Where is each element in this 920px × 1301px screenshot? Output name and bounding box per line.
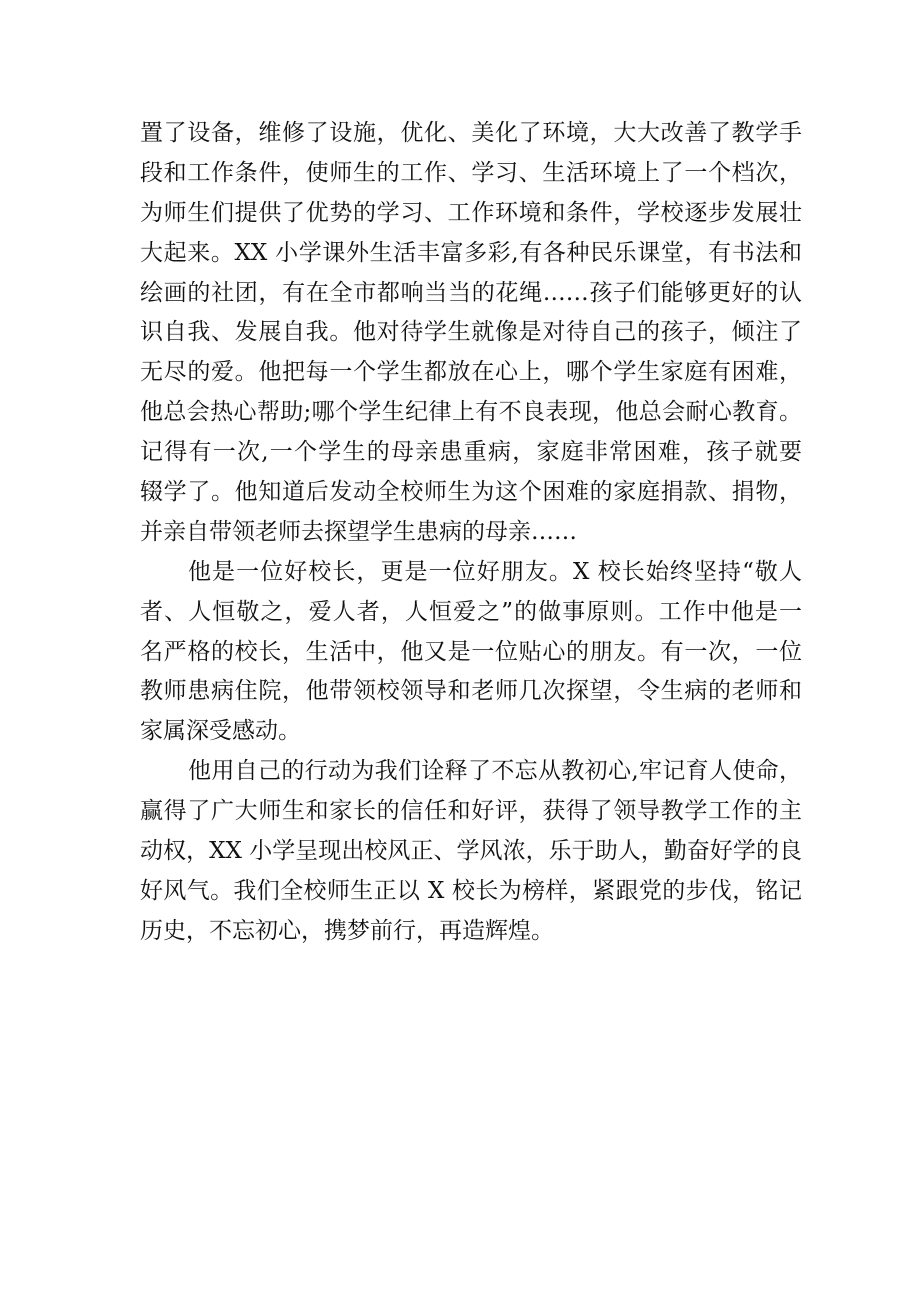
text-line: 辍学了。他知道后发动全校师生为这个困难的家庭捐款、捐物， bbox=[140, 479, 802, 506]
text-line: 段和工作条件，使师生的工作、学习、生活环境上了一个档次， bbox=[140, 159, 802, 186]
text-line: 并亲自带领老师去探望学生患病的母亲…… bbox=[140, 518, 577, 545]
text-line: 记得有一次,一个学生的母亲患重病，家庭非常困难，孩子就要 bbox=[140, 439, 802, 466]
text-line: 绘画的社团，有在全市都响当当的花绳……孩子们能够更好的认 bbox=[140, 279, 802, 306]
text-line: 名严格的校长，生活中，他又是一位贴心的朋友。有一次，一位 bbox=[140, 638, 802, 665]
text-line: 大起来。XX 小学课外生活丰富多彩,有各种民乐课堂，有书法和 bbox=[140, 239, 802, 266]
text-line: 教师患病住院，他带领校领导和老师几次探望，令生病的老师和 bbox=[140, 678, 802, 705]
text-line: 好风气。我们全校师生正以 X 校长为榜样，紧跟党的步伐，铭记 bbox=[140, 877, 802, 904]
text-line: 家属深受感动。 bbox=[140, 718, 301, 745]
paragraph-1 bbox=[140, 114, 802, 553]
document-body bbox=[140, 114, 802, 952]
text-line: 赢得了广大师生和家长的信任和好评，获得了领导教学工作的主 bbox=[140, 798, 802, 825]
paragraph-3 bbox=[140, 752, 802, 951]
text-line: 他是一位好校长，更是一位好朋友。X 校长始终坚持“敬人 bbox=[188, 558, 802, 585]
paragraph-2 bbox=[140, 553, 802, 752]
text-line: 识自我、发展自我。他对待学生就像是对待自己的孩子，倾注了 bbox=[140, 319, 802, 346]
text-line: 他总会热心帮助;哪个学生纪律上有不良表现，他总会耐心教育。 bbox=[140, 399, 802, 426]
text-line: 置了设备，维修了设施，优化、美化了环境，大大改善了教学手 bbox=[140, 120, 802, 146]
text-line: 为师生们提供了优势的学习、工作环境和条件，学校逐步发展壮 bbox=[140, 199, 802, 226]
text-line: 他用自己的行动为我们诠释了不忘从教初心,牢记育人使命， bbox=[188, 758, 802, 785]
text-line: 无尽的爱。他把每一个学生都放在心上，哪个学生家庭有困难， bbox=[140, 359, 802, 386]
text-line: 动权，XX 小学呈现出校风正、学风浓，乐于助人，勤奋好学的良 bbox=[140, 838, 802, 865]
text-line: 历史，不忘初心，携梦前行，再造辉煌。 bbox=[140, 917, 554, 944]
text-line: 者、人恒敬之，爱人者，人恒爱之”的做事原则。工作中他是一 bbox=[140, 598, 802, 625]
